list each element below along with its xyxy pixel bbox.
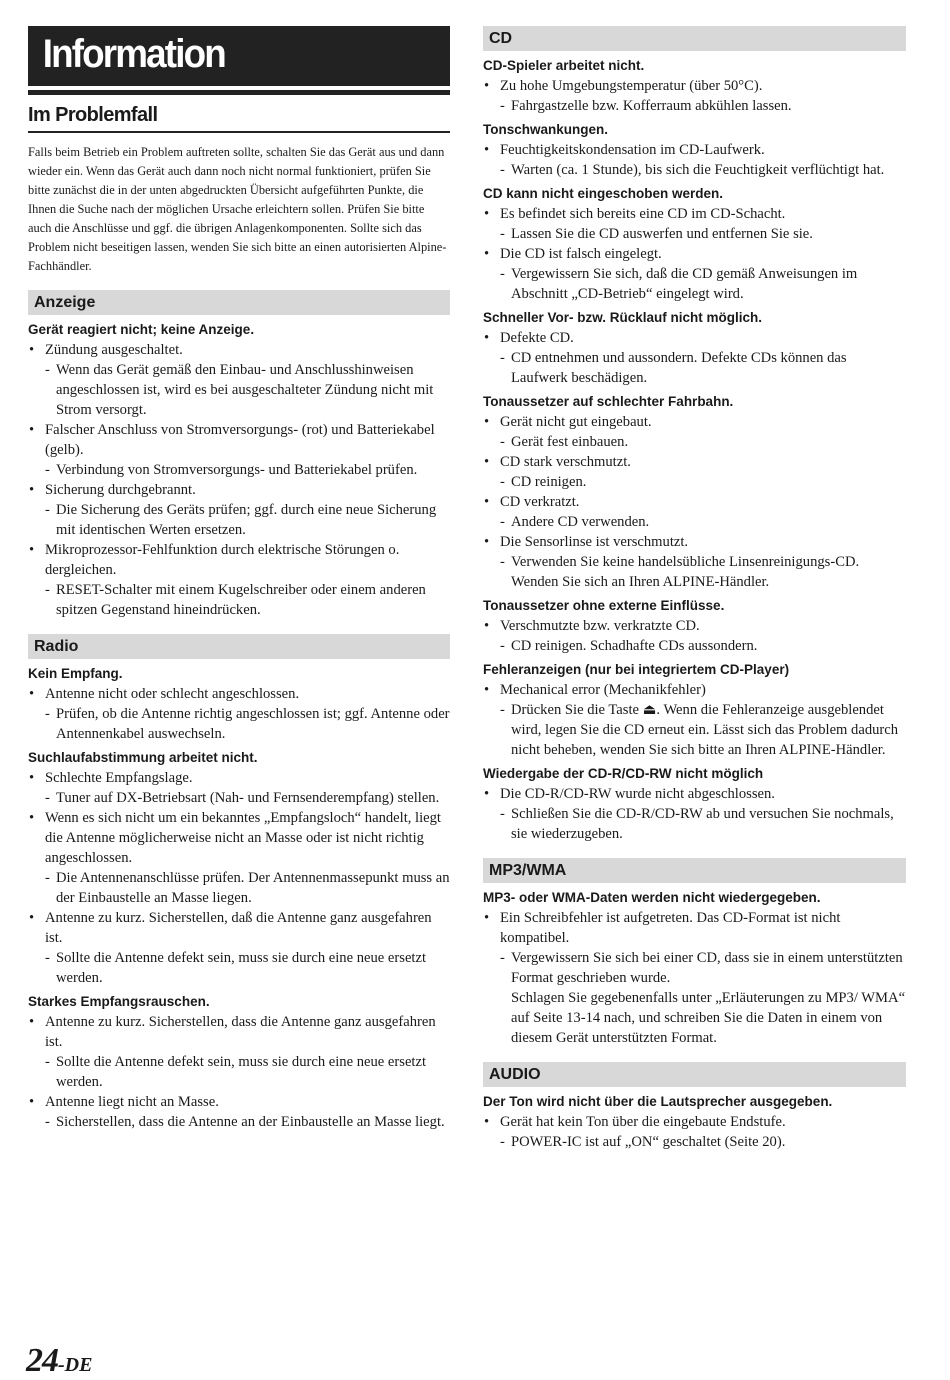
cause-item (483, 412, 906, 432)
bullet-marker: • (484, 142, 490, 158)
bullet-marker: • (484, 206, 490, 222)
remedy-text: CD reinigen. Schadhafte CDs aussondern. (511, 638, 758, 654)
bullet-marker: • (29, 1014, 35, 1030)
cause-item (483, 1112, 906, 1132)
problem-heading: Schneller Vor- bzw. Rücklauf nicht möglich. (483, 310, 763, 325)
problem-heading: Tonaussetzer auf schlechter Fahrbahn. (483, 394, 734, 409)
section-heading: Im Problemfall (28, 104, 450, 133)
cause-text: CD verkratzt. (500, 494, 580, 510)
bullet-marker: • (484, 330, 490, 346)
cause-item (483, 76, 906, 96)
bullet-marker: • (29, 770, 35, 786)
remedy-text: Drücken Sie die Taste ⏏. Wenn die Fehleranzeige ausgeblendet wird, legen Sie die CD erneut ein. Lässt sich das Problem dadurch nicht beheben, wenden Sie sich bitte an Ihren ALPINE-Händler. (511, 702, 899, 758)
bullet-marker: • (484, 78, 490, 94)
cause-item (483, 452, 906, 472)
problem-block (483, 392, 906, 592)
left-column (28, 26, 450, 1136)
problem-heading: Tonaussetzer ohne externe Einflüsse. (483, 598, 725, 613)
page-number-suffix: -DE (58, 1354, 93, 1376)
bullet-marker: • (484, 786, 490, 802)
remedy-item (483, 96, 906, 116)
problem-block (483, 888, 906, 1048)
cause-text: Wenn es sich nicht um ein bekanntes „Empfangsloch“ handelt, liegt die Antenne möglicherweise nicht an Masse oder ist nicht richtig angeschlossen. (45, 810, 441, 866)
cause-text: Gerät hat kein Ton über die eingebaute Endstufe. (500, 1114, 786, 1130)
remedy-item (28, 360, 450, 420)
cause-text: Mikroprozessor-Fehlfunktion durch elektrische Störungen o. dergleichen. (45, 542, 400, 578)
remedy-item (28, 868, 450, 908)
section-title: Anzeige (28, 290, 450, 315)
cause-text: Es befindet sich bereits eine CD im CD-Schacht. (500, 206, 786, 222)
problem-block (483, 660, 906, 760)
dash-marker: - (45, 502, 50, 518)
remedy-text: Prüfen, ob die Antenne richtig angeschlossen ist; ggf. Antenne oder Antennenkabel auswechseln. (56, 706, 450, 742)
remedy-item (483, 160, 906, 180)
remedy-text: Wenn das Gerät gemäß den Einbau- und Anschlusshinweisen angeschlossen ist, wird es bei ausgeschalteter Zündung nicht mit Strom versorgt. (56, 362, 434, 418)
cause-text: Antenne nicht oder schlecht angeschlossen. (45, 686, 300, 702)
bullet-marker: • (484, 494, 490, 510)
cause-text: Antenne zu kurz. Sicherstellen, daß die Antenne ganz ausgefahren ist. (45, 910, 432, 946)
remedy-item (483, 700, 906, 760)
bullet-marker: • (484, 454, 490, 470)
problem-block (483, 308, 906, 388)
title-banner (28, 26, 450, 90)
bullet-marker: • (484, 618, 490, 634)
cause-item (28, 540, 450, 580)
cause-item (483, 492, 906, 512)
problem-block (483, 764, 906, 844)
dash-marker: - (45, 790, 50, 806)
problem-heading: CD-Spieler arbeitet nicht. (483, 58, 645, 73)
cause-item (483, 532, 906, 552)
problem-block (28, 992, 450, 1132)
problem-heading: Der Ton wird nicht über die Lautsprecher ausgegeben. (483, 1094, 833, 1109)
remedy-item (483, 948, 906, 1048)
cause-item (28, 340, 450, 360)
remedy-item (28, 1112, 450, 1132)
remedy-text: Vergewissern Sie sich, daß die CD gemäß Anweisungen im Abschnitt „CD-Betrieb“ eingelegt wird. (511, 266, 858, 302)
dash-marker: - (45, 1114, 50, 1130)
cause-text: Die Sensorlinse ist verschmutzt. (500, 534, 689, 550)
section-title: MP3/WMA (483, 858, 906, 883)
remedy-text: POWER-IC ist auf „ON“ geschaltet (Seite 20). (511, 1134, 786, 1150)
cause-text: Feuchtigkeitskondensation im CD-Laufwerk. (500, 142, 765, 158)
dash-marker: - (500, 950, 505, 966)
cause-text: Sicherung durchgebrannt. (45, 482, 196, 498)
bullet-marker: • (29, 810, 35, 826)
dash-marker: - (45, 1054, 50, 1070)
cause-item (28, 684, 450, 704)
dash-marker: - (45, 462, 50, 478)
section-title: Radio (28, 634, 450, 659)
cause-text: Mechanical error (Mechanikfehler) (500, 682, 706, 698)
cause-item (483, 140, 906, 160)
bullet-marker: • (29, 1094, 35, 1110)
bullet-marker: • (484, 246, 490, 262)
remedy-text: Die Sicherung des Geräts prüfen; ggf. durch eine neue Sicherung mit identischen Werten ersetzen. (56, 502, 437, 538)
problem-heading: Starkes Empfangsrauschen. (28, 994, 210, 1009)
remedy-item (28, 1052, 450, 1092)
problem-heading: Wiedergabe der CD-R/CD-RW nicht möglich (483, 766, 764, 781)
problem-block (483, 120, 906, 180)
dash-marker: - (500, 98, 505, 114)
right-sections (483, 26, 906, 1152)
problem-heading: Gerät reagiert nicht; keine Anzeige. (28, 322, 255, 337)
bullet-marker: • (484, 1114, 490, 1130)
dash-marker: - (500, 514, 505, 530)
remedy-item (483, 224, 906, 244)
remedy-text: Die Antennenanschlüsse prüfen. Der Antennenmassepunkt muss an der Einbaustelle an Masse liegen. (56, 870, 450, 906)
dash-marker: - (500, 554, 505, 570)
remedy-item (483, 472, 906, 492)
dash-marker: - (500, 702, 505, 718)
cause-text: Zündung ausgeschaltet. (45, 342, 183, 358)
dash-marker: - (500, 806, 505, 822)
cause-item (483, 244, 906, 264)
dash-marker: - (45, 950, 50, 966)
remedy-item (28, 788, 450, 808)
problem-heading: Suchlaufabstimmung arbeitet nicht. (28, 750, 258, 765)
remedy-text: Tuner auf DX-Betriebsart (Nah- und Fernsenderempfang) stellen. (56, 790, 440, 806)
dash-marker: - (500, 162, 505, 178)
cause-item (483, 908, 906, 948)
remedy-text: Andere CD verwenden. (511, 514, 650, 530)
remedy-item (28, 580, 450, 620)
cause-item (483, 204, 906, 224)
problem-block (483, 1092, 906, 1152)
cause-text: Antenne liegt nicht an Masse. (45, 1094, 219, 1110)
cause-text: Gerät nicht gut eingebaut. (500, 414, 652, 430)
remedy-text: RESET-Schalter mit einem Kugelschreiber oder einem anderen spitzen Gegenstand hineindrücken. (56, 582, 426, 618)
problem-heading: Kein Empfang. (28, 666, 123, 681)
remedy-text: Sollte die Antenne defekt sein, muss sie durch eine neue ersetzt werden. (56, 1054, 427, 1090)
problem-heading: Fehleranzeigen (nur bei integriertem CD-Player) (483, 662, 790, 677)
page-title: Information (42, 32, 225, 76)
cause-item (28, 768, 450, 788)
dash-marker: - (45, 870, 50, 886)
dash-marker: - (45, 362, 50, 378)
problem-heading: Tonschwankungen. (483, 122, 609, 137)
dash-marker: - (500, 350, 505, 366)
remedy-item (483, 512, 906, 532)
cause-text: Die CD-R/CD-RW wurde nicht abgeschlossen. (500, 786, 775, 802)
cause-item (483, 328, 906, 348)
right-column (483, 26, 906, 1156)
dash-marker: - (45, 706, 50, 722)
left-sections (28, 290, 450, 1132)
problem-block (28, 320, 450, 620)
remedy-text: Verbindung von Stromversorgungs- und Batteriekabel prüfen. (56, 462, 418, 478)
remedy-item (28, 500, 450, 540)
remedy-text: Schließen Sie die CD-R/CD-RW ab und versuchen Sie nochmals, sie wiederzugeben. (511, 806, 894, 842)
remedy-text: Sollte die Antenne defekt sein, muss sie durch eine neue ersetzt werden. (56, 950, 427, 986)
remedy-text: Lassen Sie die CD auswerfen und entfernen Sie sie. (511, 226, 813, 242)
problem-block (483, 596, 906, 656)
remedy-item (483, 432, 906, 452)
remedy-text: CD entnehmen und aussondern. Defekte CDs können das Laufwerk beschädigen. (511, 350, 847, 386)
bullet-marker: • (29, 482, 35, 498)
cause-text: Falscher Anschluss von Stromversorgungs- (rot) und Batteriekabel (gelb). (45, 422, 435, 458)
remedy-item (483, 552, 906, 592)
remedy-item (483, 804, 906, 844)
cause-text: CD stark verschmutzt. (500, 454, 631, 470)
remedy-text: Fahrgastzelle bzw. Kofferraum abkühlen lassen. (511, 98, 792, 114)
dash-marker: - (500, 226, 505, 242)
cause-item (28, 420, 450, 460)
page-number (26, 1342, 92, 1380)
problem-heading: CD kann nicht eingeschoben werden. (483, 186, 724, 201)
section-title: CD (483, 26, 906, 51)
remedy-item (483, 1132, 906, 1152)
cause-item (28, 908, 450, 948)
cause-item (28, 808, 450, 868)
bullet-marker: • (29, 542, 35, 558)
cause-text: Zu hohe Umgebungstemperatur (über 50°C). (500, 78, 763, 94)
remedy-item (28, 704, 450, 744)
section-title: AUDIO (483, 1062, 906, 1087)
dash-marker: - (45, 582, 50, 598)
cause-item (28, 1092, 450, 1112)
dash-marker: - (500, 1134, 505, 1150)
cause-item (483, 680, 906, 700)
remedy-text: Sicherstellen, dass die Antenne an der Einbaustelle an Masse liegt. (56, 1114, 445, 1130)
bullet-marker: • (484, 910, 490, 926)
remedy-item (483, 636, 906, 656)
bullet-marker: • (484, 534, 490, 550)
remedy-text: Vergewissern Sie sich bei einer CD, dass sie in einem unterstützten Format geschrieben wurde. Schlagen Sie gegebenenfalls unter „Erläuterungen zu MP3/ WMA“ auf Seite 13-14 nach, und schreiben Sie die Daten in einem von diesem Gerät unterstützten Format. (511, 950, 906, 1046)
page-number-value: 24 (26, 1342, 58, 1379)
remedy-item (483, 264, 906, 304)
remedy-text: CD reinigen. (511, 474, 587, 490)
dash-marker: - (500, 434, 505, 450)
cause-text: Ein Schreibfehler ist aufgetreten. Das CD-Format ist nicht kompatibel. (500, 910, 841, 946)
remedy-item (28, 460, 450, 480)
cause-text: Schlechte Empfangslage. (45, 770, 193, 786)
dash-marker: - (500, 266, 505, 282)
remedy-item (28, 948, 450, 988)
bullet-marker: • (29, 422, 35, 438)
problem-block (483, 56, 906, 116)
remedy-text: Warten (ca. 1 Stunde), bis sich die Feuchtigkeit verflüchtigt hat. (511, 162, 885, 178)
cause-text: Antenne zu kurz. Sicherstellen, dass die Antenne ganz ausgefahren ist. (45, 1014, 436, 1050)
cause-item (483, 616, 906, 636)
bullet-marker: • (484, 682, 490, 698)
dash-marker: - (500, 638, 505, 654)
bullet-marker: • (29, 910, 35, 926)
bullet-marker: • (29, 686, 35, 702)
cause-item (28, 1012, 450, 1052)
cause-text: Verschmutzte bzw. verkratzte CD. (500, 618, 700, 634)
bullet-marker: • (484, 414, 490, 430)
problem-block (483, 184, 906, 304)
remedy-text: Gerät fest einbauen. (511, 434, 629, 450)
problem-heading: MP3- oder WMA-Daten werden nicht wiedergegeben. (483, 890, 821, 905)
cause-text: Die CD ist falsch eingelegt. (500, 246, 662, 262)
bullet-marker: • (29, 342, 35, 358)
intro-paragraph: Falls beim Betrieb ein Problem auftreten sollte, schalten Sie das Gerät aus und dann wieder ein. Wenn das Gerät auch dann noch nicht normal funktioniert, prüfen Sie bitte zunächst die in der unten abgedruckten Übersicht aufgeführten Punkte, die Ihnen die Suche nach der möglichen Ursache erleichtern sollen. Prüfen Sie bitte auch die Anschlüsse und ggf. die übrigen Anlagenkomponenten. Sollte sich das Problem nicht beseitigen lassen, wenden Sie sich bitte an einen autorisierten Alpine-Fachhändler. (28, 145, 447, 273)
remedy-item (483, 348, 906, 388)
problem-block (28, 664, 450, 744)
problem-block (28, 748, 450, 988)
cause-item (28, 480, 450, 500)
cause-text: Defekte CD. (500, 330, 574, 346)
cause-item (483, 784, 906, 804)
remedy-text: Verwenden Sie keine handelsübliche Linsenreinigungs-CD. Wenden Sie sich an Ihren ALPINE-Händler. (511, 554, 860, 590)
dash-marker: - (500, 474, 505, 490)
